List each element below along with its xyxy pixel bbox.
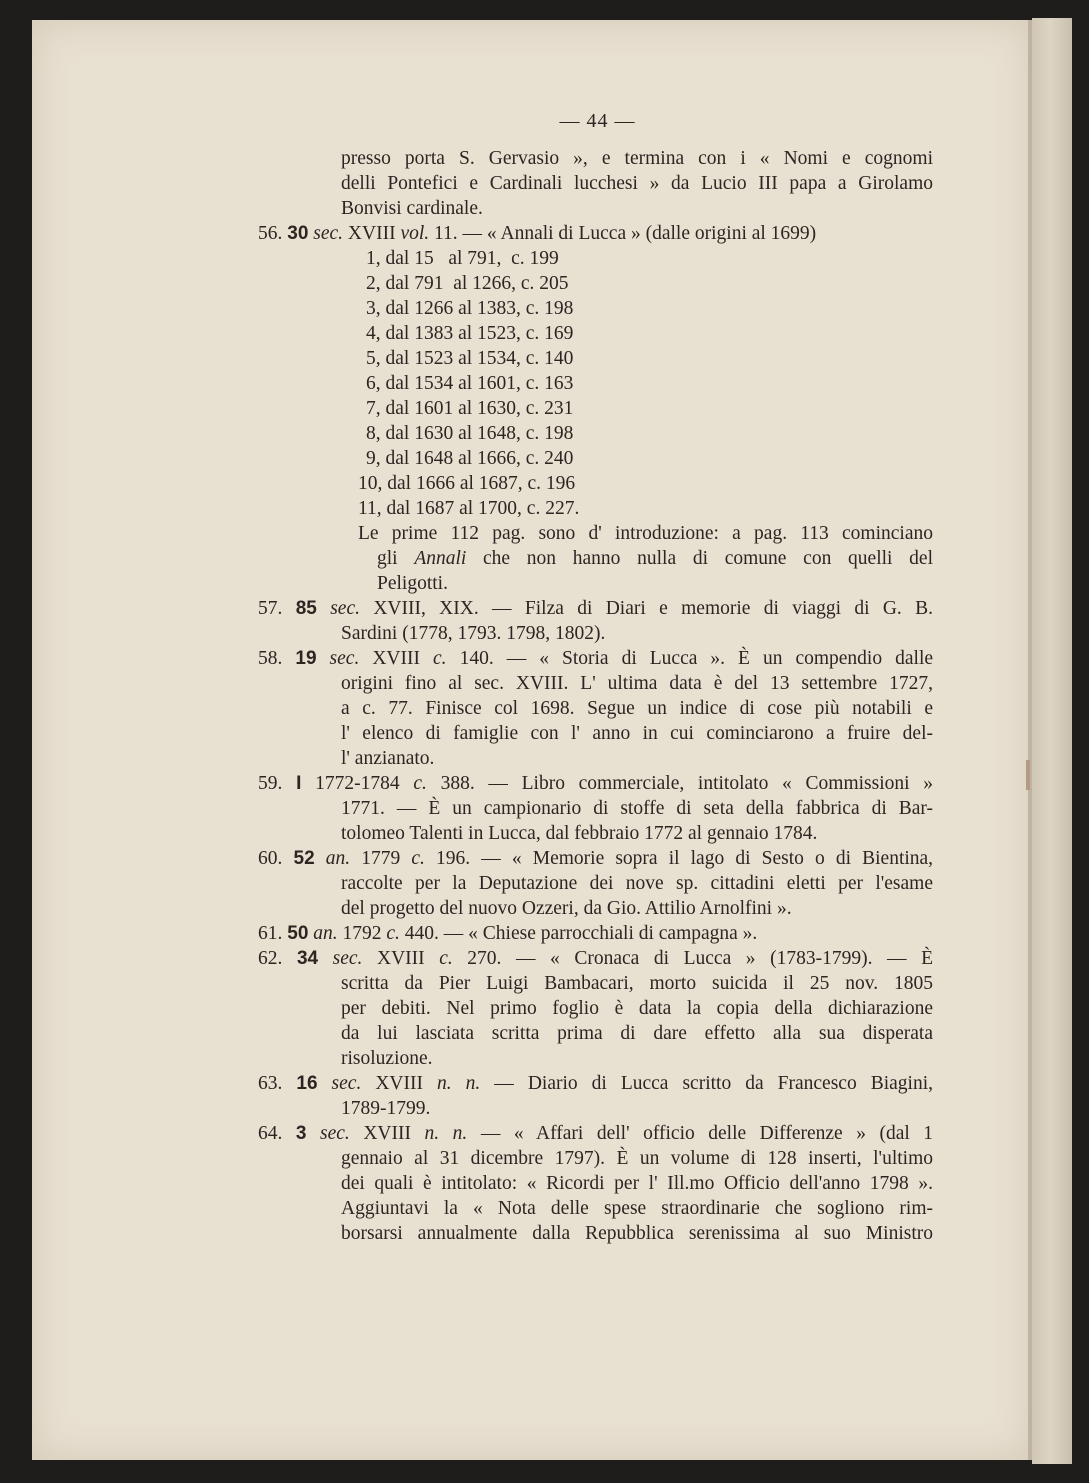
volume-row: 3, dal 1266 al 1383, c. 198 [366,298,574,319]
entry-59: 59. I 1772-1784 c. 388. — Libro commerciale, intitolato « Commissioni » [258,773,934,794]
text-line: Sardini (1778, 1793. 1798, 1802). [341,623,606,644]
entry-61: 61. 50 an. 1792 c. 440. — « Chiese parrocchiali di campagna ». [258,923,758,944]
text-line: a c. 77. Finisce col 1698. Segue un indice di cose più notabili e [341,698,933,719]
century: XVIII [347,223,396,244]
text-line: delli Pontefici e Cardinali lucchesi » da Lucio III papa a Girolamo [341,173,933,194]
entry-60: 60. 52 an. 1779 c. 196. — « Memorie sopra il lago di Sesto o di Bientina, [258,848,934,869]
text-line: l' elenco di famiglie con l' anno in cui cominciarono a fruire del- [341,723,933,744]
text-line: Aggiuntavi la « Nota delle spese straordinarie che sogliono rim- [341,1198,933,1219]
volume-row: 10, dal 1666 al 1687, c. 196 [358,473,576,494]
volume-row: 4, dal 1383 al 1523, c. 169 [366,323,574,344]
box-number: 30 [287,223,309,244]
entry-63: 63. 16 sec. XVIII n. n. — Diario di Lucca scritto da Francesco Biagini, [258,1073,933,1094]
abbrev: vol. [400,223,430,244]
volume-row: 8, dal 1630 al 1648, c. 198 [366,423,574,444]
volume-row: 9, dal 1648 al 1666, c. 240 [366,448,574,469]
text-line: risoluzione. [341,1048,433,1069]
entry-56 [258,221,816,246]
text-line: del progetto del nuovo Ozzeri, da Gio. Attilio Arnolfini ». [341,898,792,919]
text-line: 1789-1799. [341,1098,431,1119]
text-line: tolomeo Talenti in Lucca, dal febbraio 1772 al gennaio 1784. [341,823,818,844]
page-mark [1026,760,1030,790]
volume-row: 1, dal 15 al 791, c. 199 [366,248,559,269]
text-line: per debiti. Nel primo foglio è data la copia della dichiarazione [341,998,933,1019]
volume-row: 7, dal 1601 al 1630, c. 231 [366,398,574,419]
text-line: scritta da Pier Luigi Bambacari, morto suicida il 25 nov. 1805 [341,973,933,994]
volume-row: 6, dal 1534 al 1601, c. 163 [366,373,574,394]
next-page-edge [1032,18,1072,1464]
note-line: Peligotti. [377,573,448,594]
volume-row: 11, dal 1687 al 1700, c. 227. [358,498,580,519]
text-line: Bonvisi cardinale. [341,198,483,219]
page-number: — 44 — [559,110,636,132]
entry-number: 56. [258,223,283,244]
text-line: origini fino al sec. XVIII. L' ultima data è del 13 settembre 1727, [341,673,933,694]
text-line: gennaio al 31 dicembre 1797). È un volume di 128 inserti, l'ultimo [341,1148,933,1169]
text-line: da lui lasciata scritta prima di dare effetto alla sua disperata [341,1023,933,1044]
text-line: dei quali è intitolato: « Ricordi per l' Ill.mo Officio dell'anno 1798 ». [341,1173,933,1194]
text-line: raccolte per la Deputazione dei nove sp. cittadini eletti per l'esame [341,873,933,894]
volume-row: 5, dal 1523 al 1534, c. 140 [366,348,574,369]
entry-58: 58. 19 sec. XVIII c. 140. — « Storia di Lucca ». È un compendio dalle [258,648,934,669]
note-line: gli Annali che non hanno nulla di comune con quelli del [377,548,933,569]
volume-row: 2, dal 791 al 1266, c. 205 [366,273,569,294]
entry-text: 11. — « Annali di Lucca » (dalle origini al 1699) [434,223,817,244]
entry-64: 64. 3 sec. XVIII n. n. — « Affari dell' officio delle Differenze » (dal 1 [258,1123,934,1144]
entry-57: 57. 85 sec. XVIII, XIX. — Filza di Diari e memorie di viaggi di G. B. [258,598,934,619]
text-line: borsarsi annualmente dalla Repubblica serenissima al suo Ministro [341,1223,933,1244]
note-line: Le prime 112 pag. sono d' introduzione: a pag. 113 cominciano [358,523,933,544]
text-line: l' anzianato. [341,748,435,769]
text-line: 1771. — È un campionario di stoffe di seta della fabbrica di Bar- [341,798,933,819]
abbrev: sec. [313,223,344,244]
entry-62: 62. 34 sec. XVIII c. 270. — « Cronaca di Lucca » (1783-1799). — È [258,948,934,969]
text-line: presso porta S. Gervasio », e termina con i « Nomi e cognomi [341,148,933,169]
